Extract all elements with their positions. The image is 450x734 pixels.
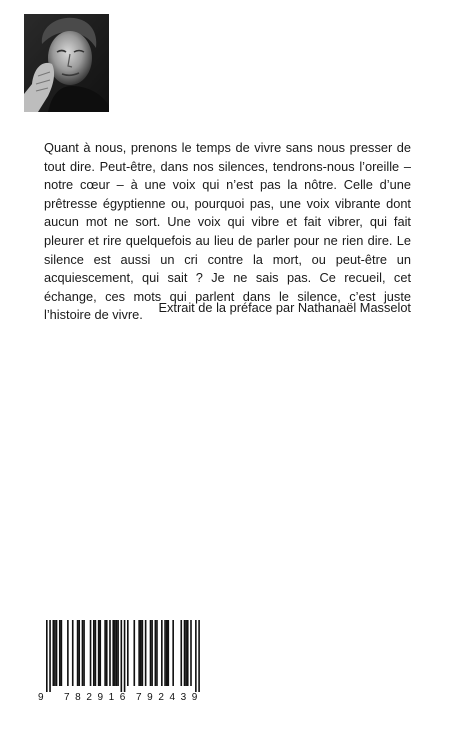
preface-excerpt: Quant à nous, prenons le temps de vivre sans nous presser de tout dire. Peut-être, dans nos silences, tendrons-nous l’oreille – notre cœur – à une voix qui n’est pas la nôtre. Celle d’une prêtresse égyptienne ou, pourquoi pas, une voix vibrante dont aucun mot ne sort. Une voix qui vibre et fait vibrer, qui fait pleurer et rire quelquefois au lieu de parler pour ne rien dire. Le silence est aussi un cri contre la mort, ou peut-être un acquiescement, qui sait ? Je ne sais pas. Ce recueil, cet échange, ces mots qui parlent dans le silence, c’est juste l’histoire de vivre. (44, 140, 411, 323)
barcode-bar (184, 620, 186, 686)
barcode-bar (98, 620, 100, 686)
barcode-bar (161, 620, 163, 686)
barcode-bar (78, 620, 80, 686)
barcode-bar (72, 620, 74, 686)
barcode-bar (156, 620, 158, 686)
barcode-bar (124, 620, 126, 692)
author-portrait-icon (24, 14, 109, 112)
barcode-bar (83, 620, 85, 686)
barcode-bar (133, 620, 135, 686)
barcode-bar (166, 620, 168, 686)
barcode-bar (54, 620, 56, 686)
excerpt-credit: Extrait de la préface par Nathanaël Masselot (158, 300, 411, 315)
barcode-bar (145, 620, 147, 686)
barcode-bar (187, 620, 189, 686)
barcode-bar (77, 620, 79, 686)
barcode-bar (180, 620, 182, 686)
barcode-bar (95, 620, 97, 686)
barcode-bar (150, 620, 152, 686)
barcode-bar (52, 620, 54, 686)
barcode-bar (138, 620, 140, 686)
barcode-bar (164, 620, 166, 686)
barcode-bar (185, 620, 187, 686)
barcode-bar (112, 620, 114, 686)
barcode-icon (36, 614, 208, 710)
barcode-bar (49, 620, 51, 692)
barcode-bar (142, 620, 144, 686)
barcode-digits-left: 782916 (64, 692, 131, 703)
barcode-bar (59, 620, 61, 686)
barcode-bar (121, 620, 123, 692)
barcode-bar (93, 620, 95, 686)
barcode-bar (67, 620, 69, 686)
barcode-bar (56, 620, 58, 686)
barcode-bar (109, 620, 111, 686)
barcode-bar (151, 620, 153, 686)
barcode-digits-right: 792439 (136, 692, 203, 703)
barcode-bar (99, 620, 101, 686)
barcode-bar (61, 620, 63, 686)
barcode-bar (190, 620, 192, 686)
barcode-bar (127, 620, 129, 686)
barcode-bar (198, 620, 200, 692)
barcode-bar (90, 620, 92, 686)
barcode-bar (172, 620, 174, 686)
barcode-digit-first: 9 (38, 692, 44, 703)
barcode-bar (195, 620, 197, 692)
barcode-bar (106, 620, 108, 686)
barcode-bar (140, 620, 142, 686)
barcode-bar (82, 620, 84, 686)
barcode-bar (168, 620, 170, 686)
barcode-bar (117, 620, 119, 686)
barcode-bar (104, 620, 106, 686)
barcode-bar (114, 620, 116, 686)
barcode-bar (46, 620, 48, 692)
barcode-bar (155, 620, 157, 686)
barcode-bar (116, 620, 118, 686)
